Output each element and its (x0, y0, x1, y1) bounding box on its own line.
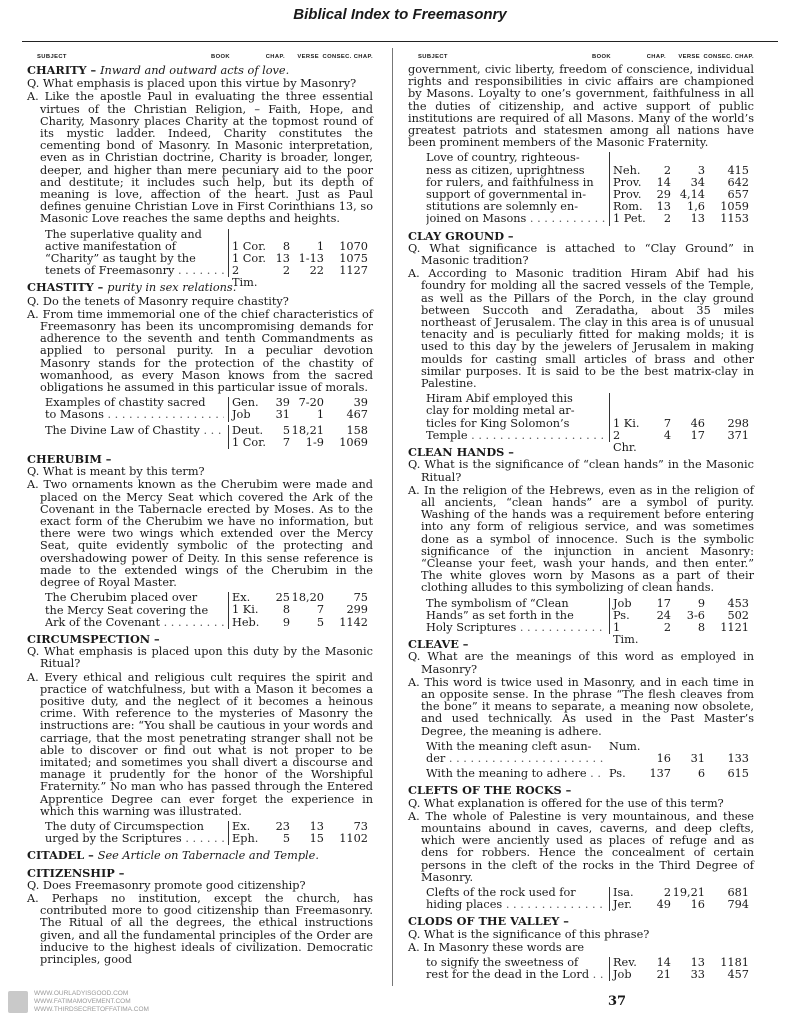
question: Q. Do the tenets of Masonry require chastity? (27, 294, 289, 308)
entry-chastity (27, 281, 373, 449)
answer: A. This word is twice used in Masonry, and in each time in an opposite sense. In the phrase “The flesh cleaves from the bone” it means to separate, a meaning now obsolete, and used technically. As used in the Past Master’s Degree, the meaning is adhere. (408, 675, 754, 738)
entry-clefts-of-the-rocks (408, 784, 754, 911)
question: Q. What is the significance of this phrase? (408, 927, 650, 941)
entry-heading: CLEFTS OF THE ROCKS – (408, 783, 572, 798)
answer: A. Two ornaments known as the Cherubim were made and placed on the Mercy Seat which covered the Ark of the Covenant in the Tabernacle erected by Moses. As to the exact form of the Cherubim we have no information, but there were two wings which extended over the Mercy Seat, quite evidently symbolic of the protecting and overshadowing power of Deity. In this sense reference is made to the extended wings of the Cherubim in the degree of Royal Master. (27, 478, 373, 590)
scripture-refs: Love of country, righteous- ness as citizen, uprightness for rulers, and faithfulness in support of governmental in- stitutions are solemnly en- joined on Masons . . . Neh. Prov. Prov. Rom. 1 Pet. 2 14 29 13 2 3 34 4,14 1,6 13 415 642 657 1059 1153 (426, 152, 754, 225)
answer: A. In the religion of the Hebrews, even as in the religion of all ancients, “clean hands” are a symbol of purity. Washing of the hands was a requirement before entering into any form of religious service, and was sometimes done as a symbol of innocence. Such is the symbolic significance of the injunction in ancient Masonry: “Cleanse your feet, wash your hands, and then enter.” The white gloves worn by Masons as a part of their clothing alludes to this symbolizing of clean hands. (408, 483, 754, 595)
page-number: 37 (608, 994, 627, 1009)
column-divider (392, 48, 393, 986)
question: Q. What explanation is offered for the use of this term? (408, 796, 724, 810)
scripture-refs: The Divine Law of Chastity . . . Deut. 1 Cor. 5 7 18,21 1-9 158 1069 (45, 425, 373, 449)
question: Q. What are the meanings of this word as employed in Masonry? (408, 650, 754, 676)
footer-watermark (8, 990, 149, 1014)
page-title: Biblical Index to Freemasonry (293, 6, 507, 23)
footer-url: WWW.FATIMAMOVEMENT.COM (34, 998, 131, 1005)
answer: A. Every ethical and religious cult requires the spirit and practice of watchfulness, but with a Mason it becomes a positive duty, and the neglect of it becomes a heinous crime. With reference to the mysteries of Masonry the instructions are: “You shall be cautious in your words and carriage, that the most penetrating stranger shall not be able to discover or find out what is not proper to be imitated; and sometimes you shall divert a discourse and manage it prudently for the honor of the Worshipful Fraternity.” No man who has passed through the Entered Apprentice Degree can ever forget the experience in which this warning was illustrated. (27, 670, 373, 818)
entry-heading: CHARITY – Inward and outward acts of love. (27, 63, 290, 77)
scripture-refs: Examples of chastity sacred to Masons . . . Gen. Job 39 31 7-20 1 39 467 (45, 397, 373, 421)
answer: A. In Masonry these words are (408, 940, 585, 954)
scripture-refs: The Cherubim placed over the Mercy Seat covering the Ark of the Covenant . . . Ex. 1 Ki. Heb. 25 8 9 18,20 7 5 75 299 1142 (45, 592, 373, 629)
scripture-refs: Clefts of the rock used for hiding places . . . Isa. Jer. 2 49 19,21 16 681 794 (426, 887, 754, 911)
entry-clods-of-the-valley (408, 915, 754, 981)
footer-url: WWW.OURLADYISGOOD.COM (34, 990, 129, 997)
entry-heading: CLEAN HANDS – (408, 445, 514, 460)
question: Q. Does Freemasonry promote good citizenship? (27, 878, 306, 892)
column-header: SUBJECT BOOK CHAP. VERSE CONSEC. CHAP. (418, 54, 754, 60)
answer: A. From time immemorial one of the chief characteristics of Freemasonry has been its uncompromising demands for adherence to the seventh and tenth Commandments as applied to personal purity. In a peculiar devotion Masonry stands for the protection of the chastity of womanhood, as every Mason knows from the sacred obligations he assumed in this particular issue of morals. (27, 307, 373, 395)
entry-circumspection (27, 633, 373, 845)
answer: A. According to Masonic tradition Hiram Abif had his foundry for molding all the sacred vessels of the Temple, as well as the Pillars of the Porch, in the clay ground between Succoth and Zeradatha, about 35 miles northeast of Jerusalem. The clay in this area is of unusual tenacity and is peculiarly fitted for making molds; it is used to this day by the jewelers of Jerusalem in making moulds for casting small articles of brass and other similar purposes. It is said to be the best matrix-clay in Palestine. (408, 267, 754, 391)
watermark-logo-icon (8, 991, 28, 1013)
entry-heading: CHERUBIM – (27, 452, 112, 467)
question: Q. What emphasis is placed upon this duty by the Masonic Ritual? (27, 645, 373, 671)
scripture-refs: The superlative quality and active manifestation of “Charity” as taught by the tenets of Freemasonry . . . 1 Cor. 1 Cor. 2 Tim. 8 13 2 1 1-13 22 1070 1075 1127 (45, 229, 373, 278)
entry-heading: CHASTITY – purity in sex relations. (27, 280, 237, 295)
entry-cleave (408, 638, 754, 780)
scripture-refs: With the meaning cleft asun- der . . . Num. 16 31 133 (426, 741, 754, 765)
scripture-refs: The duty of Circumspection urged by the Scriptures . . . Ex. Eph. 23 5 13 15 73 1102 (45, 821, 373, 845)
answer: A. Perhaps no institution, except the church, has contributed more to good citizenship than Freemasonry. The Ritual of all the degrees, the ethical instructions given, and all the fundamental principles of the Order are inducive to the highest ideals of civilization. Democratic principles, good (27, 891, 373, 966)
entry-heading: CLAY GROUND – (408, 228, 514, 243)
answer-continued: government, civic liberty, freedom of conscience, individual rights and responsibilities in civic affairs are championed by Masons. Loyalty to one’s government, faithfulness in all the duties of citizenship, and active support of public institutions are required of all Masons. Many of the world’s greatest patriots and statesmen among all nations have been prominent members of the Masonic Fraternity. (408, 63, 754, 150)
scripture-refs: The symbolism of “Clean Hands” as set forth in the Holy Scriptures . . . Job Ps. 1 Tim. 17 24 2 9 3-6 8 453 502 1121 (426, 598, 754, 635)
entry-citizenship (27, 867, 373, 967)
entry-cherubim (27, 453, 373, 629)
question: Q. What is the significance of “clean hands” in the Masonic Ritual? (408, 458, 754, 484)
entry-citadel: CITADEL – See Article on Tabernacle and Temple. (27, 848, 319, 863)
right-column (408, 54, 754, 985)
scripture-refs: With the meaning to adhere . . . Ps. 137 6 615 (426, 768, 754, 780)
entry-citizenship-continued (408, 64, 754, 226)
footer-url: WWW.THIRDSECRETOFFATIMA.COM (34, 1006, 149, 1013)
answer: A. The whole of Palestine is very mountainous, and these mountains abound in caves, caverns, and deep clefts, which were anciently used as places of refuge and as dens for robbers. Hence the concealment of certain persons in the cleft of the rocks in the Third Degree of Masonry. (408, 809, 754, 884)
question: Q. What significance is attached to “Clay Ground” in Masonic tradition? (408, 241, 754, 268)
scripture-refs: to signify the sweetness of rest for the dead in the Lord . . . Rev. Job 14 21 13 33 1181 457 (426, 957, 754, 981)
entry-heading: CITIZENSHIP – (27, 865, 125, 880)
entry-heading: CLEAVE – (408, 637, 469, 652)
header-rule (22, 41, 778, 42)
scripture-refs: Hiram Abif employed this clay for molding metal ar- ticles for King Solomon’s Temple . . . 1 Ki. 2 Chr. 7 4 46 17 298 371 (426, 393, 754, 442)
question: Q. What is meant by this term? (27, 465, 205, 479)
question: Q. What emphasis is placed upon this virtue by Masonry? (27, 77, 357, 91)
column-header: SUBJECT BOOK CHAP. VERSE CONSEC. CHAP. (37, 54, 373, 60)
answer: A. Like the apostle Paul in evaluating the three essential virtues of the Christian Religion, – Faith, Hope, and Charity, Masonry places Charity at the topmost round of its mystic ladder. Indeed, Charity constitutes the cementing bond of Masonry. In Masonic interpretation, even as in Christian doctrine, Charity is broader, longer, deeper, and higher than mere pecuniary aid to the poor and destitute; it includes such help, but its depth of meaning is love, affection of the heart. Just as Paul defines genuine Christian Love in First Corinthians 13, so Masonic Love reaches the same depths and heights. (27, 90, 373, 226)
entry-heading: CIRCUMSPECTION – (27, 631, 160, 646)
left-column (27, 54, 373, 970)
entry-heading: CLODS OF THE VALLEY – (408, 914, 569, 929)
